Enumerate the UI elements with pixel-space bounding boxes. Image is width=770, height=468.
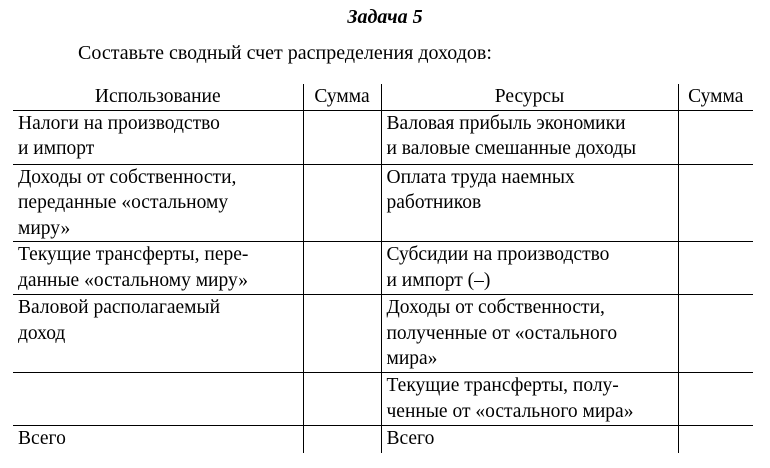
header-use: Использование <box>94 86 221 107</box>
resource-cell: Валовая прибыль экономики и валовые смешанные доходы <box>381 110 678 164</box>
use-total-label: Всего <box>13 426 303 453</box>
use-sum-cell <box>303 295 381 373</box>
resource-total-label: Всего <box>381 426 678 453</box>
resource-sum-cell <box>678 110 753 164</box>
use-cell: Налоги на производство и импорт <box>13 110 303 164</box>
task-instruction: Составьте сводный счет распределения доходов: <box>78 42 492 64</box>
resource-cell: Субсидии на производство и импорт (–) <box>381 242 678 295</box>
resource-total-sum <box>678 426 753 453</box>
table-row <box>13 295 753 373</box>
table-row <box>13 373 753 426</box>
use-cell: Валовой располагаемый доход <box>13 295 303 373</box>
resource-sum-cell <box>678 295 753 373</box>
resource-sum-cell <box>678 242 753 295</box>
use-cell: Текущие трансферты, пере- данные «остальному миру» <box>13 242 303 295</box>
use-sum-cell <box>303 373 381 426</box>
task-title: Задача 5 <box>347 6 423 28</box>
resource-sum-cell <box>678 373 753 426</box>
table-row <box>13 110 753 164</box>
header-resources: Ресурсы <box>381 84 678 110</box>
table-row <box>13 242 753 295</box>
table-row <box>13 164 753 242</box>
use-sum-cell <box>303 110 381 164</box>
use-total-sum <box>303 426 381 453</box>
resource-cell: Доходы от собственности, полученные от «остального мира» <box>381 295 678 373</box>
header-use-sum: Сумма <box>303 84 381 110</box>
header-row <box>13 84 753 110</box>
use-cell <box>13 373 303 426</box>
use-sum-cell <box>303 164 381 242</box>
resource-cell: Текущие трансферты, полу- ченные от «остального мира» <box>381 373 678 426</box>
total-row <box>13 426 753 453</box>
resource-cell: Оплата труда наемных работников <box>381 164 678 242</box>
distribution-account-table <box>13 84 753 453</box>
resource-sum-cell <box>678 164 753 242</box>
use-sum-cell <box>303 242 381 295</box>
use-cell: Доходы от собственности, переданные «остальному миру» <box>13 164 303 242</box>
header-resources-sum: Сумма <box>678 84 753 110</box>
